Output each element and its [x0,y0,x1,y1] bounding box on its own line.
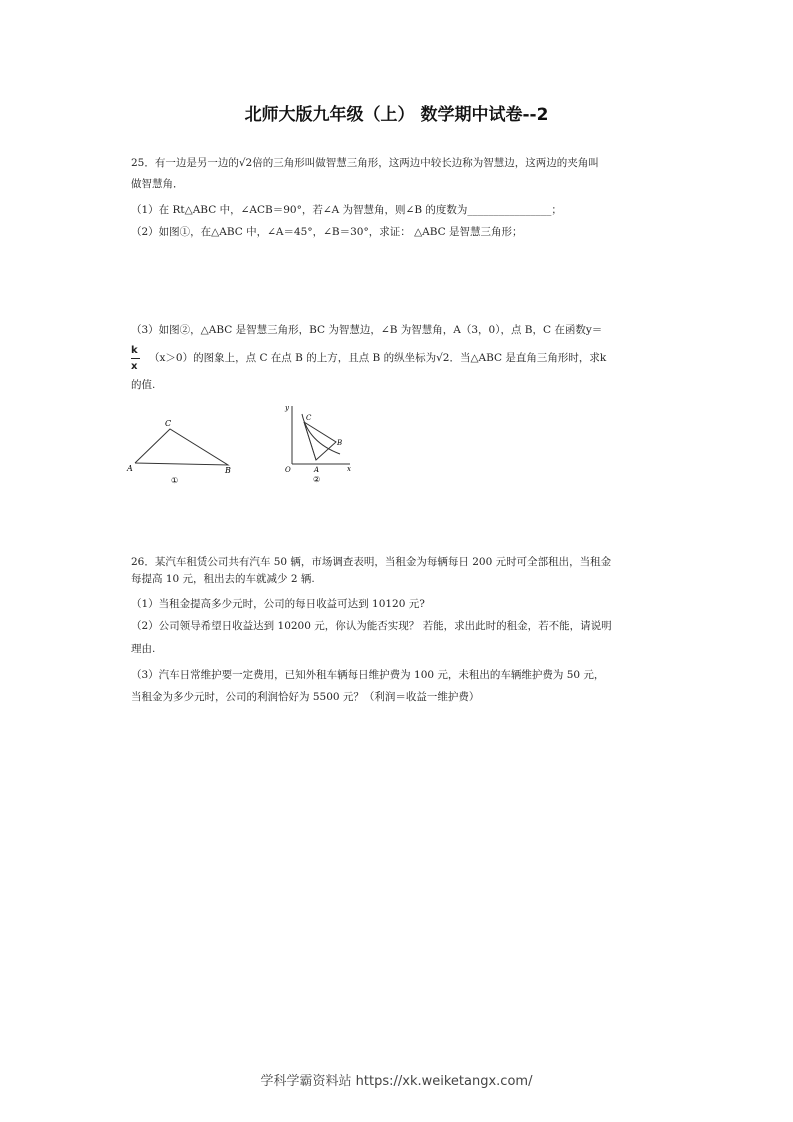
q26-part1: （1）当租金提高多少元时，公司的每日收益可达到 10120 元? [131,598,425,610]
q25-part3-line2: （x＞0）的图象上，点 C 在点 B 的上方，且点 B 的纵坐标为√2．当△ABC 是直角三角形时，求k [149,352,607,364]
q26-part2-line2: 理由. [131,643,156,655]
q26-part3-line1: （3）汽车日常维护要一定费用，已知外租车辆每日维护费为 100 元，未租出的车辆维护费为 50 元， [131,669,605,681]
fig2-label-c: C [306,414,312,422]
q26-line1: 26．某汽车租赁公司共有汽车 50 辆，市场调查表明，当租金为每辆每日 200 元时可全部租出，当租金 [131,556,612,568]
fraction-k-over-x [131,345,140,372]
fig2-label-b: B [337,439,343,447]
page-footer: 学科学霸资料站 https://xk.weiketangx.com/ [260,1074,533,1089]
page-title: 北师大版九年级（上） 数学期中试卷--2 [244,105,549,125]
fraction-numerator: k [131,345,138,356]
q25-line1: 25．有一边是另一边的√2倍的三角形叫做智慧三角形，这两边中较长边称为智慧边，这两边的夹角叫 [131,157,599,169]
q26-part3-line2: 当租金为多少元时，公司的利润恰好为 5500 元？（利润＝收益一维护费） [131,691,480,703]
q26-line2: 每提高 10 元，租出去的车就减少 2 辆. [131,573,315,585]
q25-line2: 做智慧角． [131,178,184,190]
fraction-bar [131,358,140,359]
q25-part2: （2）如图①，在△ABC 中，∠A＝45°，∠B＝30°，求证： △ABC 是智慧三角形； [131,226,523,238]
fig2-label-x: x [347,465,351,473]
figure-1-triangle [125,413,240,488]
fig2-label-o: O [285,466,291,474]
fig1-caption: ① [171,476,179,485]
q25-part3-line3: 的值. [131,379,156,391]
fig1-label-c: C [165,419,172,428]
fig2-label-y: y [285,404,289,412]
q25-part3-line1: （3）如图②，△ABC 是智慧三角形，BC 为智慧边，∠B 为智慧角，A（3，0），点 B，C 在函数y＝ [131,324,603,336]
fraction-denominator: x [131,361,138,372]
fig1-label-a: A [127,464,133,473]
fig1-label-b: B [225,466,231,475]
fig2-caption: ② [313,475,321,484]
fig2-label-a: A [314,466,320,474]
q26-part2-line1: （2）公司领导希望日收益达到 10200 元，你认为能否实现？ 若能，求出此时的租金，若不能，请说明 [131,620,612,632]
figure-2-graph [280,400,355,488]
q25-part1: （1）在 Rt△ABC 中，∠ACB＝90°，若∠A 为智慧角，则∠B 的度数为________________； [131,204,562,216]
